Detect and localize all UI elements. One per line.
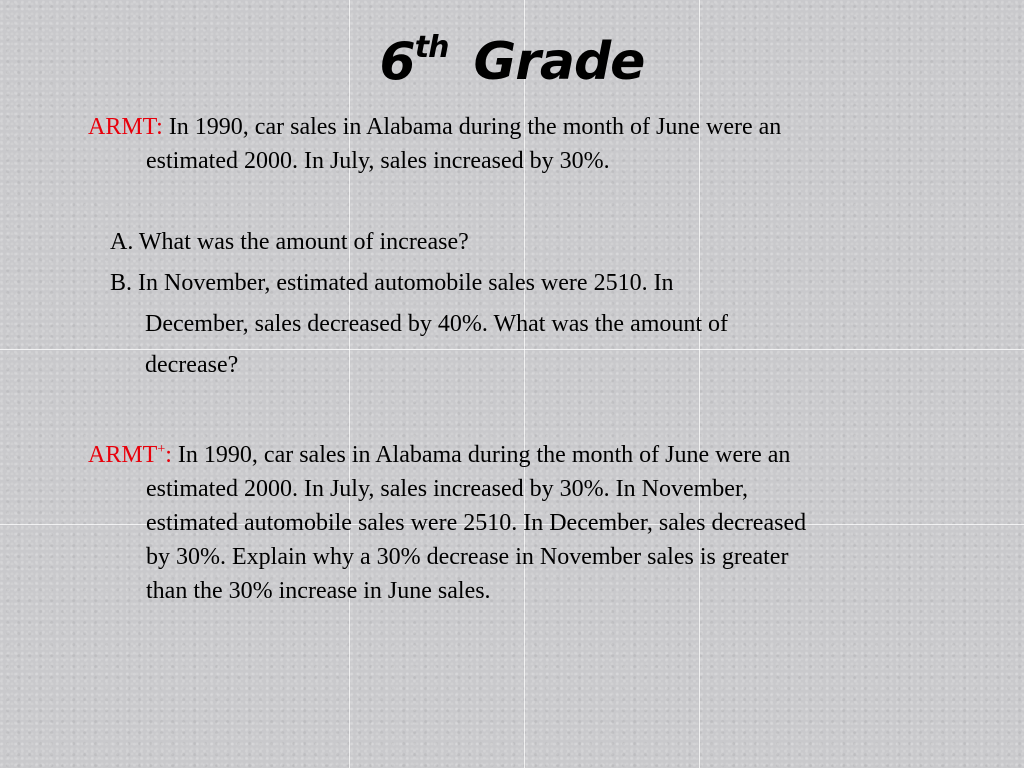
question-b-line-3: decrease? [145,352,239,378]
armt-plus-label-text: ARMT [88,442,158,468]
armt-plus-line-5: than the 30% increase in June sales. [146,578,491,604]
question-a: A. What was the amount of increase? [110,229,469,255]
question-b-line-1: B. In November, estimated automobile sales were 2510. In [110,270,674,296]
armt-paragraph [88,110,781,178]
armt-plus-line-2: estimated 2000. In July, sales increased by 30%. In November, [146,476,748,502]
armt-plus-line-1 [88,438,806,472]
armt-plus-label-superscript: + [157,442,166,457]
armt-plus-line-3: estimated automobile sales were 2510. In December, sales decreased [146,510,807,536]
armt-plus-paragraph [88,438,806,608]
title-superscript: th [414,30,449,65]
armt-plus-line-4: by 30%. Explain why a 30% decrease in November sales is greater [146,544,789,570]
armt-plus-label-colon: : [165,442,172,468]
slide-title [0,26,1024,98]
title-number: 6 [379,32,415,92]
armt-plus-label [88,442,172,468]
armt-line-2: estimated 2000. In July, sales increased by 30%. [146,148,610,174]
armt-text-1: In 1990, car sales in Alabama during the month of June were an [168,114,782,140]
armt-plus-text-1: In 1990, car sales in Alabama during the month of June were an [177,442,791,468]
question-b-line-2: December, sales decreased by 40%. What was the amount of [145,311,729,337]
armt-line-1 [88,110,781,144]
armt-label: ARMT: [88,114,163,140]
title-text: Grade [456,32,645,92]
